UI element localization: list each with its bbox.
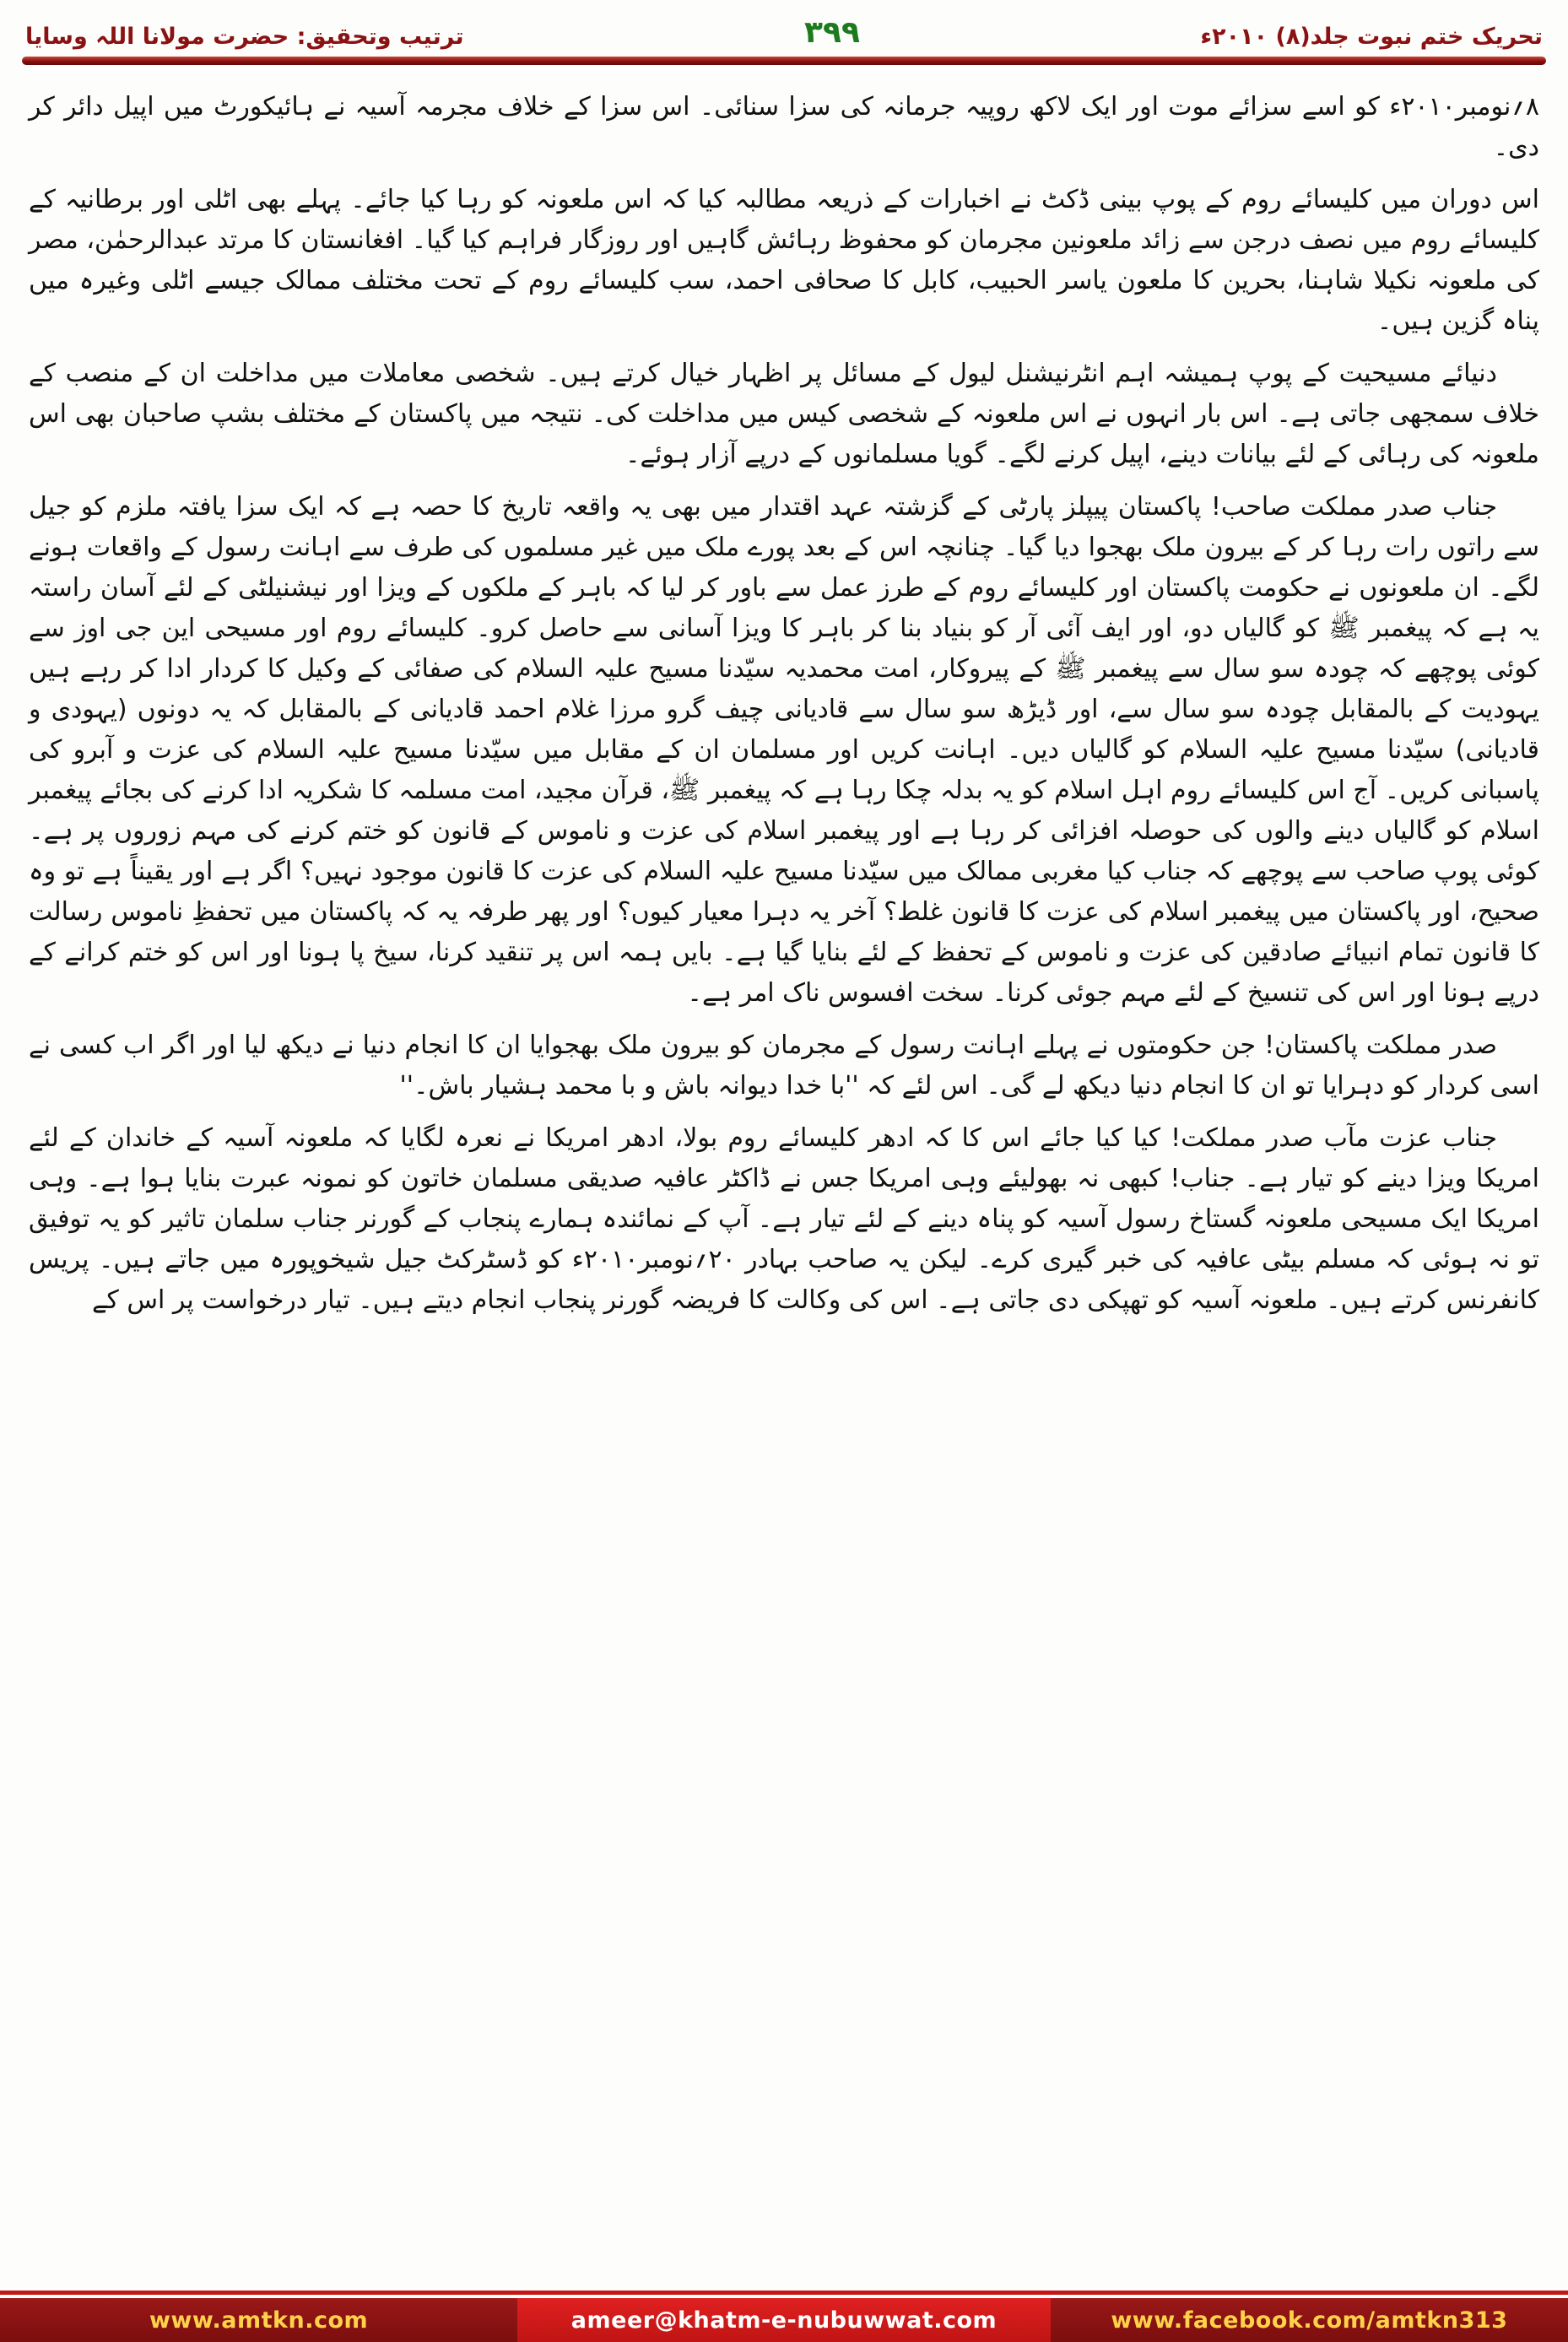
header-divider: [22, 57, 1546, 65]
page-header: [0, 0, 1568, 55]
paragraph-6: جناب عزت مآب صدر مملکت! کیا کیا جائے اس کا کہ ادھر کلیسائے روم بولا، ادھر امریکا نے نعرہ لگایا کہ ملعونہ آسیہ کے خاندان کے لئے امریکا ویزا دینے کو تیار ہے۔ جناب! کبھی نہ بھولیئے وہی امریکا جس نے ڈاکٹر عافیہ صدیقی مسلمان خاتون کو نمونہ عبرت بنایا ہوا ہے۔ وہی امریکا ایک مسیحی ملعونہ گستاخ رسول آسیہ کو پناہ دینے کے لئے تیار ہے۔ آپ کے نمائندہ ہمارے پنجاب کے گورنر جناب سلمان تاثیر کو یہ توفیق تو نہ ہوئی کہ مسلم بیٹی عافیہ کی خبر گیری کرے۔ لیکن یہ صاحب بہادر ۲۰؍نومبر۲۰۱۰ء کو ڈسٹرکٹ جیل شیخوپورہ میں جاتے ہیں۔ پریس کانفرنس کرتے ہیں۔ ملعونہ آسیہ کو تھپکی دی جاتی ہے۔ اس کی وکالت کا فریضہ گورنر پنجاب انجام دیتے ہیں۔ تیار درخواست پر اس کے: [29, 1123, 1540, 1315]
email-link[interactable]: ameer@khatm-e-nubuwwat.com: [517, 2298, 1051, 2342]
footer-bar: [0, 2298, 1568, 2342]
book-title: تحریک ختم نبوت جلد(۸) ۲۰۱۰ء: [1200, 24, 1543, 50]
website-link[interactable]: www.amtkn.com: [0, 2298, 517, 2342]
paragraph-3: دنیائے مسیحیت کے پوپ ہمیشہ اہم انٹرنیشنل لیول کے مسائل پر اظہار خیال کرتے ہیں۔ شخصی معاملات میں مداخلت ان کے منصب کے خلاف سمجھی جاتی ہے۔ اس بار انہوں نے اس ملعونہ کے شخصی کیس میں مداخلت کی۔ نتیجہ میں پاکستان کے مختلف بشپ صاحبان بھی اس ملعونہ کی رہائی کے لئے بیانات دینے، اپیل کرنے لگے۔ گویا مسلمانوں کے درپے آزار ہوئے۔: [29, 359, 1539, 469]
page-footer: [0, 2291, 1568, 2342]
page-number: ۳۹۹: [804, 15, 860, 50]
document-body: [0, 65, 1568, 1321]
paragraph-1: ۸؍نومبر۲۰۱۰ء کو اسے سزائے موت اور ایک لاکھ روپیہ جرمانہ کی سزا سنائی۔ اس سزا کے خلاف مجرمہ آسیہ نے ہائیکورٹ میں اپیل دائر کر دی۔: [29, 92, 1539, 162]
facebook-link[interactable]: www.facebook.com/amtkn313: [1051, 2298, 1568, 2342]
editor-title: ترتیب وتحقیق: حضرت مولانا اللہ وسایا: [25, 24, 464, 50]
paragraph-2: اس دوران میں کلیسائے روم کے پوپ بینی ڈکٹ نے اخبارات کے ذریعہ مطالبہ کیا کہ اس ملعونہ کو رہا کیا جائے۔ پہلے بھی اٹلی اور برطانیہ کے کلیسائے روم میں نصف درجن سے زائد ملعونین مجرمان کو محفوظ رہائش گاہیں اور روزگار فراہم کیا گیا۔ افغانستان کا مرتد عبدالرحمٰن، مصر کی ملعونہ نکیلا شاہنا، بحرین کا ملعون یاسر الحبیب، کابل کا صحافی احمد، سب کلیسائے روم کے تحت مختلف ممالک جیسے اٹلی وغیرہ میں پناہ گزین ہیں۔: [29, 185, 1539, 336]
paragraph-5: صدر مملکت پاکستان! جن حکومتوں نے پہلے اہانت رسول کے مجرمان کو بیرون ملک بھجوایا ان کا انجام دنیا نے دیکھ لیا اور اگر اب کسی نے اسی کردار کو دہرایا تو ان کا انجام دنیا دیکھ لے گی۔ اس لئے کہ ''با خدا دیوانہ باش و با محمد ہشیار باش۔'': [29, 1030, 1539, 1101]
footer-divider: [0, 2291, 1568, 2295]
paragraph-4: جناب صدر مملکت صاحب! پاکستان پیپلز پارٹی کے گزشتہ عہد اقتدار میں بھی یہ واقعہ تاریخ کا حصہ ہے کہ ایک سزا یافتہ ملزم کو جیل سے راتوں رات رہا کر کے بیرون ملک بھجوا دیا گیا۔ چنانچہ اس کے بعد پورے ملک میں غیر مسلموں کی طرف سے اہانت رسول کے واقعات ہونے لگے۔ ان ملعونوں نے حکومت پاکستان اور کلیسائے روم کے طرز عمل سے باور کر لیا کہ باہر کے ملکوں کے ویزا اور نیشنیلٹی کے لئے آسان راستہ یہ ہے کہ پیغمبر ﷺ کو گالیاں دو، اور ایف آئی آر کو بنیاد بنا کر باہر کا ویزا آسانی سے حاصل کرو۔ کلیسائے روم اور مسیحی این جی اوز سے کوئی پوچھے کہ چودہ سو سال سے پیغمبر ﷺ کے پیروکار، امت محمدیہ سیّدنا مسیح علیہ السلام کی صفائی کے وکیل کا کردار ادا کر رہے ہیں یہودیت کے بالمقابل چودہ سو سال سے، اور ڈیڑھ سو سال سے قادیانی چیف گرو مرزا غلام احمد قادیانی کے بالمقابل کہ یہ دونوں (یہودی و قادیانی) سیّدنا مسیح علیہ السلام کو گالیاں دیں۔ اہانت کریں اور مسلمان ان کے مقابل میں سیّدنا مسیح علیہ السلام کی عزت و آبرو کی پاسبانی کریں۔ آج اس کلیسائے روم اہل اسلام کو یہ بدلہ چکا رہا ہے کہ پیغمبر ﷺ، قرآن مجید، امت مسلمہ کا شکریہ ادا کرنے کی بجائے پیغمبر اسلام کو گالیاں دینے والوں کی حوصلہ افزائی کر رہا ہے اور پیغمبر اسلام کی عزت و ناموس کے قانون کو ختم کرنے کی مہم زوروں پر ہے۔ کوئی پوپ صاحب سے پوچھے کہ جناب کیا مغربی ممالک میں سیّدنا مسیح علیہ السلام کی عزت کا قانون موجود نہیں؟ اگر ہے اور یقیناً ہے تو وہ صحیح، اور پاکستان میں پیغمبر اسلام کی عزت کا قانون غلط؟ آخر یہ دہرا معیار کیوں؟ اور پھر طرفہ یہ کہ پاکستان میں تحفظِ ناموس رسالت کا قانون تمام انبیائے صادقین کی عزت و ناموس کے تحفظ کے لئے بنایا گیا ہے۔ بایں ہمہ اس پر تنقید کرنا، سیخ پا ہونا اور اس کو ختم کرانے کے درپے ہونا اور اس کی تنسیخ کے لئے مہم جوئی کرنا۔ سخت افسوس ناک امر ہے۔: [29, 492, 1539, 1008]
